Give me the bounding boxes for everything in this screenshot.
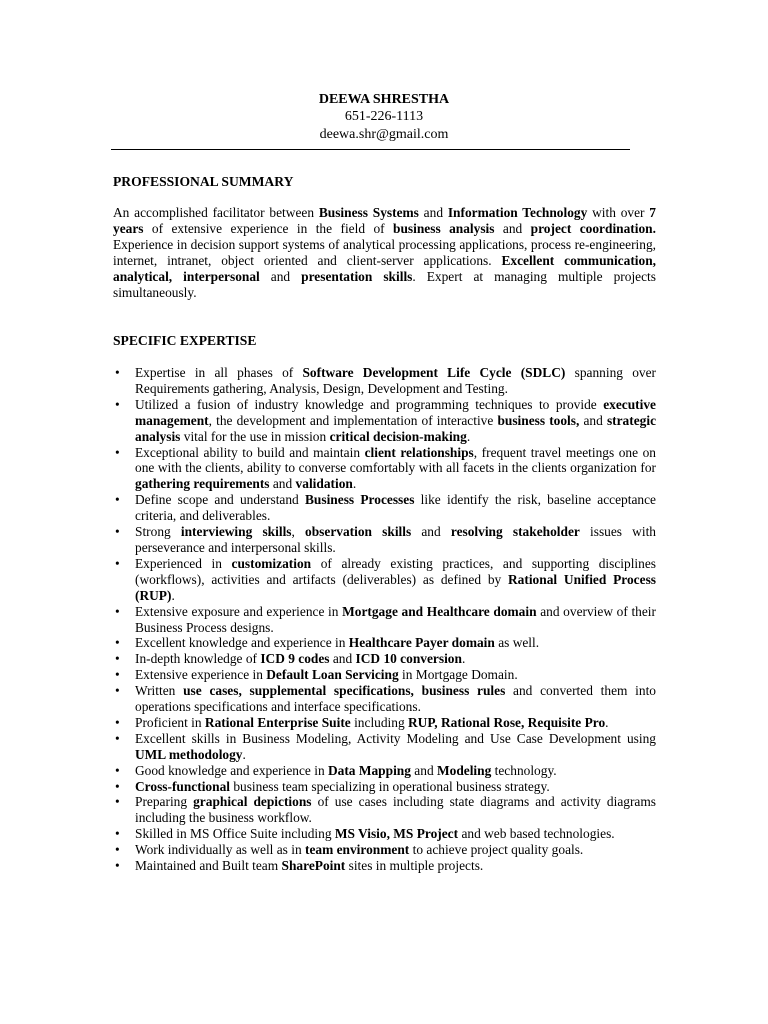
emphasis-text: Rational Unified Process (RUP) (135, 571, 656, 603)
body-text: and (411, 524, 451, 540)
expertise-item (113, 445, 656, 493)
phone-number: 651-226-1113 (344, 109, 424, 124)
bullet-icon: • (115, 683, 120, 699)
emphasis-text: Cross-functional (135, 778, 230, 794)
emphasis-text: business analysis (393, 220, 495, 236)
expertise-list (113, 365, 656, 874)
emphasis-text: presentation skills (301, 268, 413, 284)
body-text: Excellent knowledge and experience in (135, 635, 349, 651)
bullet-icon: • (115, 858, 120, 874)
body-text: Strong (135, 524, 181, 540)
expertise-item (113, 524, 656, 556)
emphasis-text: graphical depictions (193, 794, 312, 810)
emphasis-text: business tools, (497, 412, 580, 428)
body-text: as well. (494, 635, 540, 651)
body-text: Work individually as well as in (135, 842, 305, 858)
body-text: Experience in decision support systems of analytical processing applications, process re-engineering, internet, intranet, object oriented and client-server applications. (113, 236, 656, 268)
body-text: and converted them into operations specifications and interface specifications. (135, 683, 656, 715)
body-text: Define scope and understand (135, 492, 305, 508)
body-text: Exceptional ability to build and maintain (135, 444, 365, 460)
bullet-icon: • (115, 555, 120, 571)
bullet-icon: • (115, 826, 120, 842)
emphasis-text: client relationships (364, 444, 474, 460)
body-text: Preparing (135, 794, 194, 810)
body-text: , (291, 524, 306, 540)
expertise-item (113, 779, 656, 795)
emphasis-text: team environment (305, 842, 410, 858)
professional-summary-text (113, 205, 656, 300)
candidate-name: DEEWA SHRESTHA (318, 92, 450, 107)
emphasis-text: observation skills (305, 524, 412, 540)
emphasis-text: Business Processes (305, 492, 415, 508)
body-text: . (352, 476, 357, 492)
bullet-icon: • (115, 365, 120, 380)
body-text: . (242, 746, 246, 762)
emphasis-text: Excellent communication, analytical, interpersonal (113, 252, 656, 284)
bullet-icon: • (115, 603, 120, 619)
specific-expertise-heading: SPECIFIC EXPERTISE (113, 333, 257, 348)
body-text: . (605, 714, 609, 730)
body-text: like identify the risk, baseline acceptance criteria, and deliverables. (135, 492, 657, 524)
emphasis-text: use cases, supplemental specifications, business rules (183, 683, 506, 699)
body-text: vital for the use in mission (180, 428, 330, 444)
body-text: Experienced in (135, 555, 232, 571)
body-text: Good knowledge and experience in (135, 762, 328, 778)
body-text: and (418, 205, 448, 220)
bullet-icon: • (115, 635, 120, 651)
bullet-icon: • (115, 651, 120, 667)
expertise-item (113, 365, 656, 397)
expertise-item (113, 683, 656, 715)
expertise-item (113, 763, 656, 779)
emphasis-text: Default Loan Servicing (266, 667, 399, 683)
bullet-icon: • (115, 730, 120, 746)
expertise-item (113, 604, 656, 636)
bullet-icon: • (115, 778, 120, 794)
emphasis-text: Healthcare Payer domain (348, 635, 495, 651)
bullet-icon: • (115, 524, 120, 540)
body-text: of use cases including state diagrams and activity diagrams including the business workflow. (135, 794, 656, 826)
body-text: including (350, 714, 409, 730)
body-text: to achieve project quality goals. (409, 842, 584, 858)
emphasis-text: Business Systems (318, 205, 419, 220)
bullet-icon: • (115, 667, 120, 683)
body-text: . (466, 428, 471, 444)
emphasis-text: Software Development Life Cycle (SDLC) (302, 365, 566, 380)
expertise-item (113, 667, 656, 683)
body-text: Skilled in MS Office Suite including (135, 826, 335, 842)
emphasis-text: Information Technology (447, 205, 588, 220)
expertise-item (113, 556, 656, 604)
body-text: of already existing practices, and supporting disciplines (workflows), activities and artifacts (deliverables) as defined by (135, 555, 656, 587)
emphasis-text: resolving stakeholder (450, 524, 580, 540)
body-text: Written (135, 683, 184, 699)
bullet-icon: • (115, 794, 120, 810)
header-divider (111, 149, 630, 150)
emphasis-text: project coordination. (530, 220, 656, 236)
body-text: Extensive experience in (135, 667, 267, 683)
expertise-item (113, 715, 656, 731)
body-text: and overview of their Business Process designs. (135, 603, 656, 635)
body-text: , the development and implementation of interactive (208, 412, 498, 428)
body-text: and (410, 762, 437, 778)
bullet-icon: • (115, 762, 120, 778)
emphasis-text: UML methodology (135, 746, 243, 762)
body-text: Excellent skills in Business Modeling, Activity Modeling and Use Case Development using (135, 730, 656, 746)
bullet-icon: • (115, 842, 120, 858)
emphasis-text: Modeling (436, 762, 492, 778)
body-text: In-depth knowledge of (135, 651, 261, 667)
body-text: and (579, 412, 607, 428)
body-text: An accomplished facilitator between (113, 205, 319, 220)
expertise-item (113, 492, 656, 524)
body-text: Expertise in all phases of (135, 365, 303, 380)
body-text: issues with perseverance and interpersonal skills. (135, 524, 656, 555)
bullet-icon: • (115, 492, 120, 508)
emphasis-text: interviewing skills (180, 524, 292, 540)
body-text: and (494, 220, 531, 236)
expertise-item (113, 794, 656, 826)
body-text: technology. (491, 762, 557, 778)
emphasis-text: customization (231, 555, 312, 571)
body-text: and (259, 268, 302, 284)
emphasis-text: ICD 10 conversion (355, 651, 462, 667)
emphasis-text: strategic analysis (135, 412, 657, 444)
emphasis-text: critical decision-making (329, 428, 467, 444)
body-text: Extensive exposure and experience in (135, 603, 343, 619)
expertise-item (113, 397, 656, 445)
emphasis-text: ICD 9 codes (260, 651, 330, 667)
emphasis-text: Rational Enterprise Suite (204, 714, 351, 730)
emphasis-text: validation (295, 476, 353, 492)
body-text: of extensive experience in the field of (143, 220, 394, 236)
body-text: . Expert at managing multiple projects simultaneously. (113, 268, 656, 300)
emphasis-text: SharePoint (281, 858, 346, 874)
emphasis-text: executive management (135, 396, 656, 428)
body-text: Maintained and Built team (135, 858, 282, 874)
professional-summary-heading: PROFESSIONAL SUMMARY (113, 174, 294, 189)
resume-header (0, 91, 768, 144)
bullet-icon: • (115, 396, 120, 412)
body-text: Proficient in (135, 714, 205, 730)
body-text: sites in multiple projects. (345, 858, 484, 874)
body-text: , frequent travel meetings one on one with the clients, ability to converse comfortably with all facets in the clients organization for (135, 444, 656, 476)
body-text: spanning over Requirements gathering, Analysis, Design, Development and Testing. (135, 365, 657, 396)
body-text: and web based technologies. (458, 826, 615, 842)
emphasis-text: MS Visio, MS Project (334, 826, 459, 842)
body-text: in Mortgage Domain. (398, 667, 518, 683)
emphasis-text: 7 years (113, 205, 656, 236)
body-text: and (329, 651, 356, 667)
body-text: Utilized a fusion of industry knowledge and programming techniques to provide (135, 396, 604, 412)
emphasis-text: Mortgage and Healthcare domain (342, 603, 537, 619)
body-text: and (269, 476, 296, 492)
body-text: . (461, 651, 466, 667)
emphasis-text: gathering requirements (135, 476, 270, 492)
expertise-item (113, 731, 656, 763)
body-text: with over (587, 205, 650, 220)
body-text: business team specializing in operational business strategy. (229, 778, 550, 794)
expertise-item (113, 858, 656, 874)
expertise-item (113, 842, 656, 858)
expertise-item (113, 651, 656, 667)
emphasis-text: Data Mapping (327, 762, 411, 778)
body-text: . (171, 587, 175, 603)
expertise-item (113, 826, 656, 842)
emphasis-text: RUP, Rational Rose, Requisite Pro (408, 714, 606, 730)
bullet-icon: • (115, 444, 120, 460)
email-address: deewa.shr@gmail.com (319, 127, 449, 142)
expertise-item (113, 635, 656, 651)
bullet-icon: • (115, 714, 120, 730)
